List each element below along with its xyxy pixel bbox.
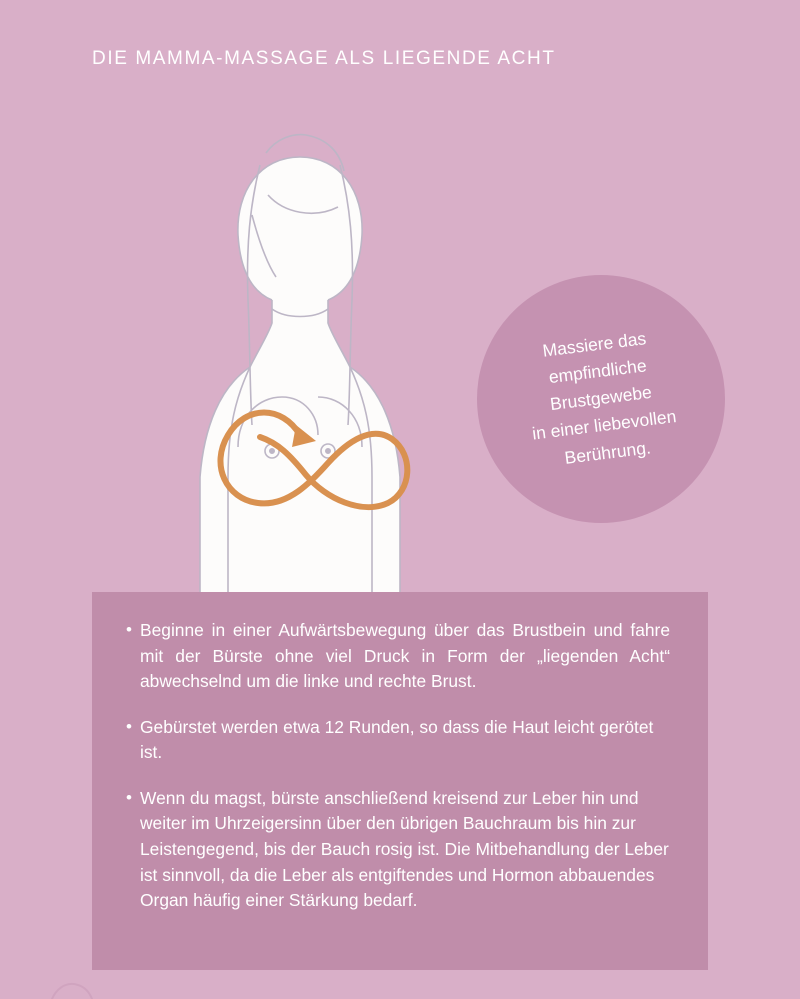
illustration-figure xyxy=(100,95,500,615)
instruction-panel xyxy=(92,592,708,970)
bullet-icon: • xyxy=(126,716,132,736)
list-item xyxy=(126,786,670,914)
circle-note-text: Massiere das empfindliche Brustgewebe in einer liebevollen Berührung. xyxy=(531,328,678,468)
bullet-icon: • xyxy=(126,620,132,639)
list-item-text: Wenn du magst, bürste anschließend kreisend zur Leber hin und weiter im Uhrzeigersinn über den übrigen Bauchraum bis hin zur Leistengegend, bis der Bauch rosig ist. Die Mitbehandlung der Leber ist sinnvoll, da die Leber als entgiftendes und Hormon abbauendes Organ häufig einer Stärkung bedarf. xyxy=(140,787,669,911)
list-item xyxy=(126,715,670,766)
list-item-text: Gebürstet werden etwa 12 Runden, so dass die Haut leicht gerötet ist. xyxy=(140,716,654,763)
bullet-icon: • xyxy=(126,787,132,807)
circle-note xyxy=(477,275,725,523)
decorative-corner-mark xyxy=(48,977,96,999)
page-title: DIE MAMMA-MASSAGE ALS LIEGENDE ACHT xyxy=(92,48,556,69)
list-item xyxy=(126,618,670,695)
list-item-text: Beginne in einer Aufwärtsbewegung über das Brustbein und fahre mit der Bürste ohne viel Druck in Form der „liegenden Acht“ abwechselnd um die linke und rechte Brust. xyxy=(140,620,670,692)
